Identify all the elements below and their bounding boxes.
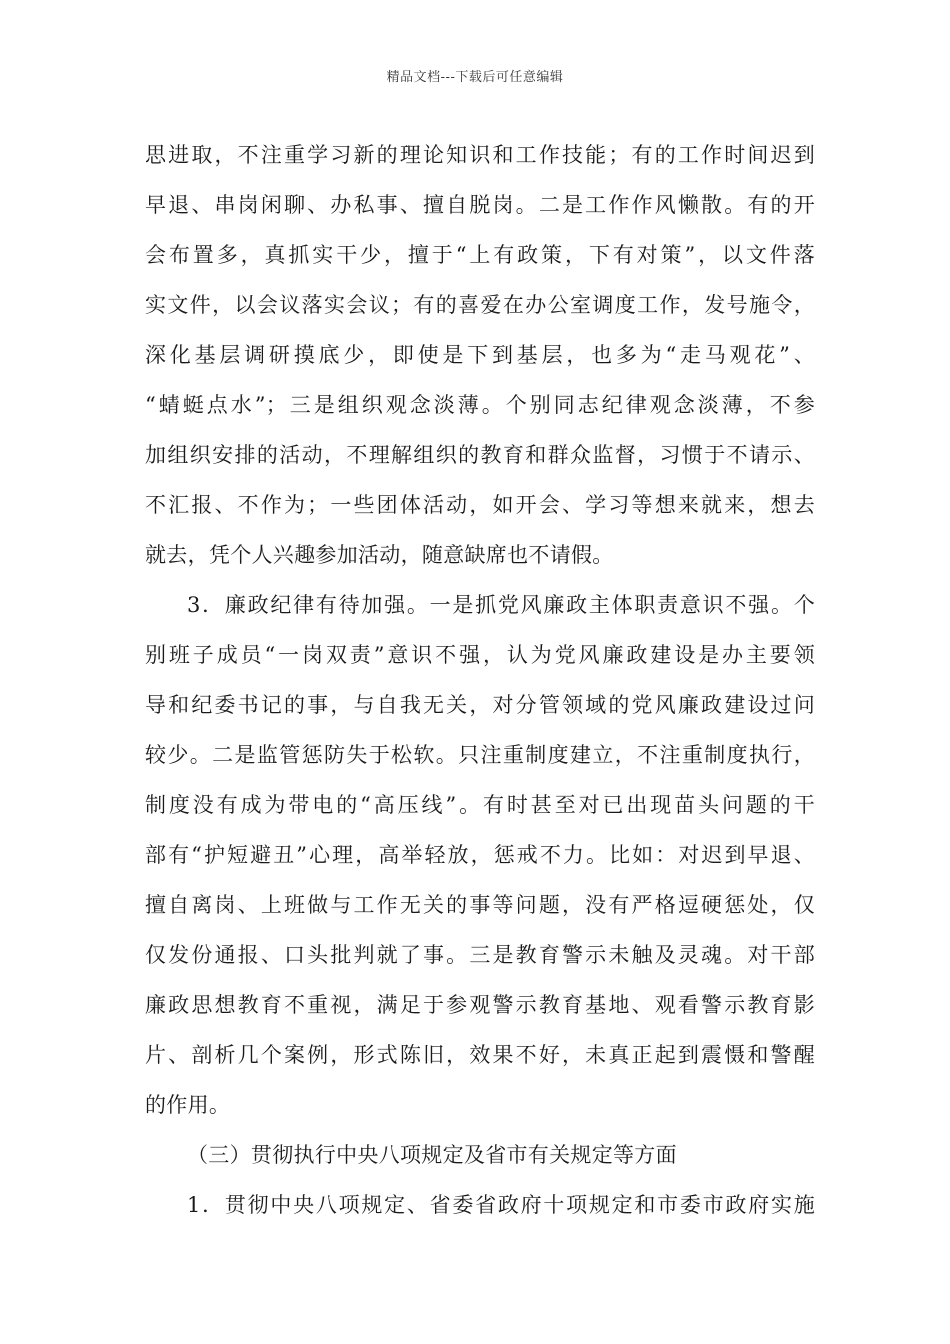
text-line: 片、剖析几个案例，形式陈旧，效果不好，未真正起到震慑和警醒 [145, 1043, 815, 1067]
text-line: 就去，凭个人兴趣参加活动，随意缺席也不请假。 [145, 543, 614, 567]
text-line: 廉政思想教育不重视，满足于参观警示教育基地、观看警示教育影 [145, 993, 815, 1017]
text-line: 制度没有成为带电的“高压线”。有时甚至对已出现苗头问题的干 [145, 793, 815, 817]
body-text [145, 130, 815, 1230]
text-line: 深化基层调研摸底少，即使是下到基层，也多为“走马观花”、 [145, 343, 815, 367]
text-line: 不汇报、不作为；一些团体活动，如开会、学习等想来就来，想去 [145, 493, 815, 517]
page-header: 精品文档---下载后可任意编辑 [386, 70, 564, 85]
paragraph-start: 3．廉政纪律有待加强。一是抓党风廉政主体职责意识不强。个 [187, 593, 815, 617]
text-line: 擅自离岗、上班做与工作无关的事等问题，没有严格逗硬惩处，仅 [145, 893, 815, 917]
text-line: 的作用。 [145, 1093, 231, 1117]
text-line: 思进取，不注重学习新的理论知识和工作技能；有的工作时间迟到 [145, 143, 815, 167]
text-line: 会布置多，真抓实干少，擅于“上有政策，下有对策”，以文件落 [145, 243, 815, 267]
text-line: 别班子成员“一岗双责”意识不强，认为党风廉政建设是办主要领 [145, 643, 815, 667]
text-line: 仅发份通报、口头批判就了事。三是教育警示未触及灵魂。对干部 [145, 943, 815, 967]
text-line: 导和纪委书记的事，与自我无关，对分管领域的党风廉政建设过问 [145, 693, 815, 717]
text-line: 部有“护短避丑”心理，高举轻放，惩戒不力。比如：对迟到早退、 [145, 843, 815, 867]
text-line: “蜻蜓点水”；三是组织观念淡薄。个别同志纪律观念淡薄，不参 [145, 393, 815, 417]
text-line: 实文件，以会议落实会议；有的喜爱在办公室调度工作，发号施令， [145, 293, 815, 317]
section-heading: （三）贯彻执行中央八项规定及省市有关规定等方面 [187, 1143, 677, 1167]
text-line: 加组织安排的活动，不理解组织的教育和群众监督，习惯于不请示、 [145, 443, 815, 467]
text-line: 较少。二是监管惩防失于松软。只注重制度建立，不注重制度执行， [145, 743, 815, 767]
text-line: 早退、串岗闲聊、办私事、擅自脱岗。二是工作作风懒散。有的开 [145, 193, 815, 217]
paragraph-start: 1．贯彻中央八项规定、省委省政府十项规定和市委市政府实施 [187, 1193, 815, 1217]
